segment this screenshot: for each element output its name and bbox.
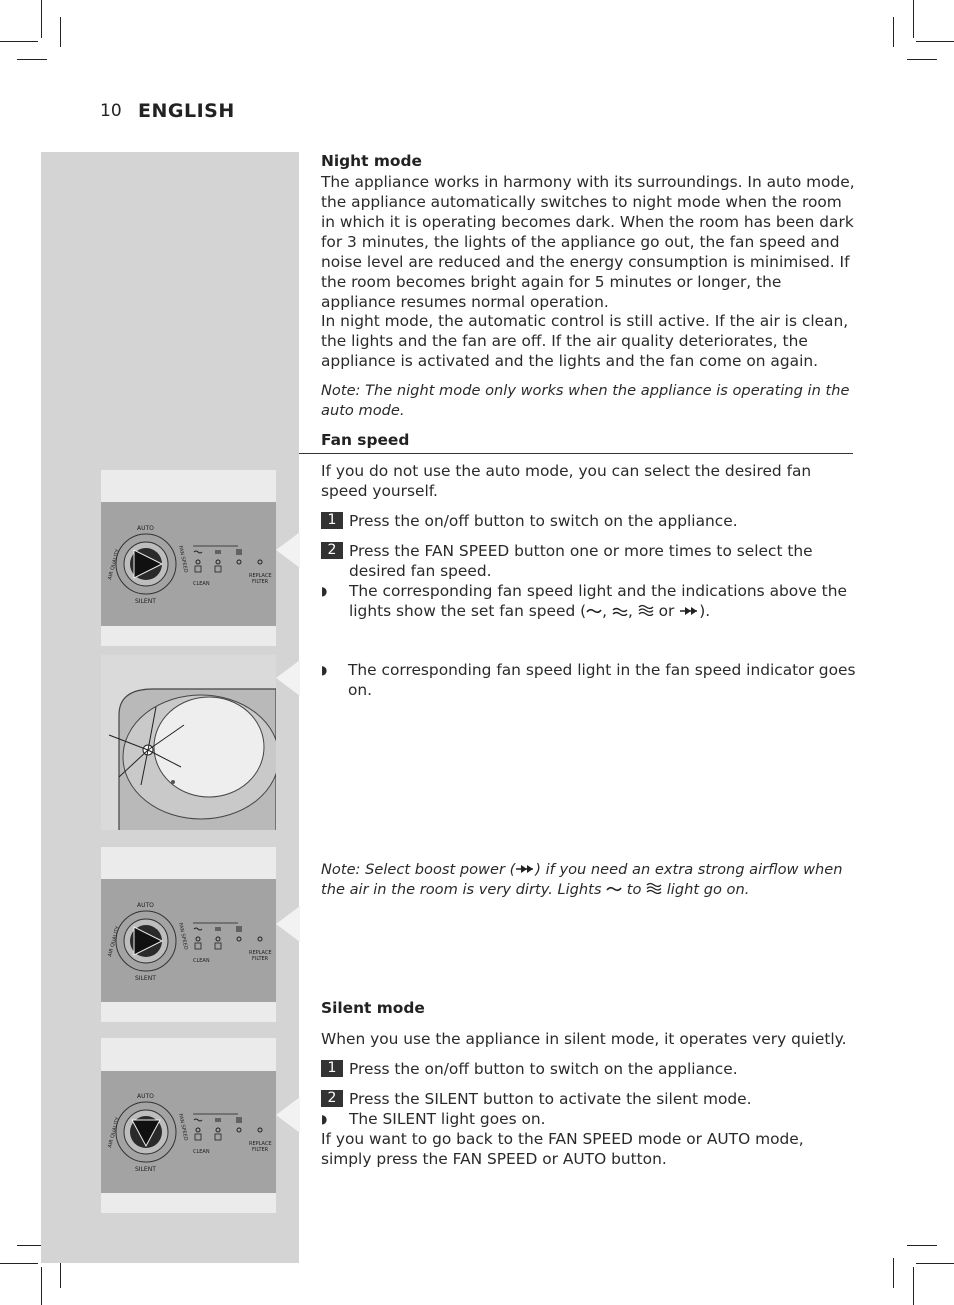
replace-label: REPLACE <box>249 950 272 956</box>
turbo-icon <box>679 606 699 616</box>
silent-label: SILENT <box>135 1166 156 1173</box>
clean-label: CLEAN <box>193 581 210 587</box>
crop-mark <box>60 17 61 47</box>
fan-speed-intro: If you do not use the auto mode, you can select the desired fan speed yourself. <box>321 462 812 500</box>
fan-speed-label: FAN SPEED <box>177 1113 189 1142</box>
fan-speed-label: FAN SPEED <box>177 922 189 951</box>
silent-label: SILENT <box>135 975 156 982</box>
pointer-triangle <box>276 906 300 942</box>
crop-mark <box>17 59 47 60</box>
fan-speed-bullet-2 <box>321 660 856 699</box>
night-mode-heading: Night mode <box>321 152 422 170</box>
pointer-triangle <box>276 1097 300 1133</box>
crop-mark <box>916 41 954 42</box>
step-number: 1 <box>321 1060 343 1077</box>
crop-mark <box>893 1258 894 1288</box>
silent-mode-heading: Silent mode <box>321 999 425 1017</box>
clean-label: CLEAN <box>193 1149 210 1155</box>
fan-speed-1-icon <box>606 884 622 894</box>
air-quality-label: AIR QUALITY <box>107 548 122 581</box>
fan-speed-light-closeup <box>101 655 276 830</box>
auto-label: AUTO <box>137 902 154 909</box>
replace-label: REPLACE <box>249 573 272 579</box>
fan-speed-1-icon <box>586 606 602 616</box>
bullet-text: The corresponding fan speed light and the indications above the lights show the set fan speed ( , , or ). <box>349 582 847 620</box>
fan-speed-step-2 <box>321 541 856 581</box>
control-panel-illustration-3 <box>101 1038 276 1213</box>
bullet-text: The corresponding fan speed light in the fan speed indicator goes on. <box>348 661 856 699</box>
control-panel-drawing <box>101 879 276 1002</box>
filter-label: FILTER <box>252 579 269 585</box>
control-panel-illustration-1 <box>101 470 276 646</box>
bullet-icon: ◗ <box>321 1112 328 1126</box>
control-panel-drawing <box>101 502 276 626</box>
step-number: 1 <box>321 512 343 529</box>
fan-speed-bullet-1 <box>321 581 856 621</box>
page-number: 10 <box>100 101 122 121</box>
clean-label: CLEAN <box>193 958 210 964</box>
step-text: Press the FAN SPEED button one or more times to select the desired fan speed. <box>349 542 813 580</box>
fan-speed-3-icon <box>638 604 654 616</box>
bullet-text: The SILENT light goes on. <box>349 1110 546 1128</box>
air-quality-label: AIR QUALITY <box>107 925 122 958</box>
crop-mark <box>916 1263 954 1264</box>
night-mode-note: Note: The night mode only works when the appliance is operating in the auto mode. <box>321 382 850 419</box>
crop-mark <box>41 1267 42 1305</box>
silent-mode-outro: If you want to go back to the FAN SPEED mode or AUTO mode, simply press the FAN SPEED or AUTO button. <box>321 1130 804 1168</box>
replace-label: REPLACE <box>249 1141 272 1147</box>
closeup-drawing <box>101 655 276 830</box>
fan-speed-note: Note: Select boost power ( ) if you need an extra strong airflow when the air in the room is very dirty. Lights to light go on. <box>321 861 843 898</box>
silent-step-1 <box>321 1059 856 1079</box>
fan-speed-heading: Fan speed <box>321 431 410 449</box>
fan-speed-2-icon <box>612 606 628 616</box>
auto-label: AUTO <box>137 1093 154 1100</box>
night-mode-para2: In night mode, the automatic control is still active. If the air is clean, the lights and the fan are off. If the air quality deteriorates, the appliance is activated and the lights and the fan come on again. <box>321 312 849 370</box>
step-text: Press the SILENT button to activate the silent mode. <box>349 1090 752 1108</box>
filter-label: FILTER <box>252 956 269 962</box>
crop-mark <box>0 41 38 42</box>
silent-mode-intro: When you use the appliance in silent mode, it operates very quietly. <box>321 1030 847 1048</box>
control-panel-illustration-2 <box>101 847 276 1022</box>
fan-speed-3-icon <box>646 882 662 894</box>
silent-label: SILENT <box>135 598 156 605</box>
turbo-icon <box>515 864 535 874</box>
crop-mark <box>913 1267 914 1305</box>
step-text: Press the on/off button to switch on the appliance. <box>349 1060 738 1078</box>
night-mode-para1: The appliance works in harmony with its surroundings. In auto mode, the appliance automatically switches to night mode when the room in which it is operating becomes dark. When the room has been dark for 3 minutes, the lights of the appliance go out, the fan speed and noise level are reduced and the energy consumption is minimised. If the room becomes bright again for 5 minutes or longer, the appliance resumes normal operation. <box>321 173 855 311</box>
crop-mark <box>913 0 914 38</box>
pointer-triangle <box>276 532 300 568</box>
crop-mark <box>41 0 42 38</box>
pointer-triangle <box>276 660 300 696</box>
bullet-icon: ◗ <box>321 584 328 598</box>
page-language-title: ENGLISH <box>138 100 235 122</box>
fan-speed-label: FAN SPEED <box>177 545 189 574</box>
bullet-icon: ◗ <box>321 663 328 677</box>
crop-mark <box>893 17 894 47</box>
auto-label: AUTO <box>137 525 154 532</box>
crop-mark <box>907 1245 937 1246</box>
step-number: 2 <box>321 1090 343 1107</box>
air-quality-label: AIR QUALITY <box>107 1116 122 1149</box>
silent-bullet-1 <box>321 1109 856 1129</box>
silent-step-2 <box>321 1089 856 1109</box>
step-text: Press the on/off button to switch on the appliance. <box>349 512 738 530</box>
step-number: 2 <box>321 542 343 559</box>
fan-speed-step-1 <box>321 511 856 531</box>
crop-mark <box>0 1263 38 1264</box>
control-panel-drawing <box>101 1071 276 1193</box>
section-divider <box>299 453 853 454</box>
crop-mark <box>907 59 937 60</box>
filter-label: FILTER <box>252 1147 269 1153</box>
